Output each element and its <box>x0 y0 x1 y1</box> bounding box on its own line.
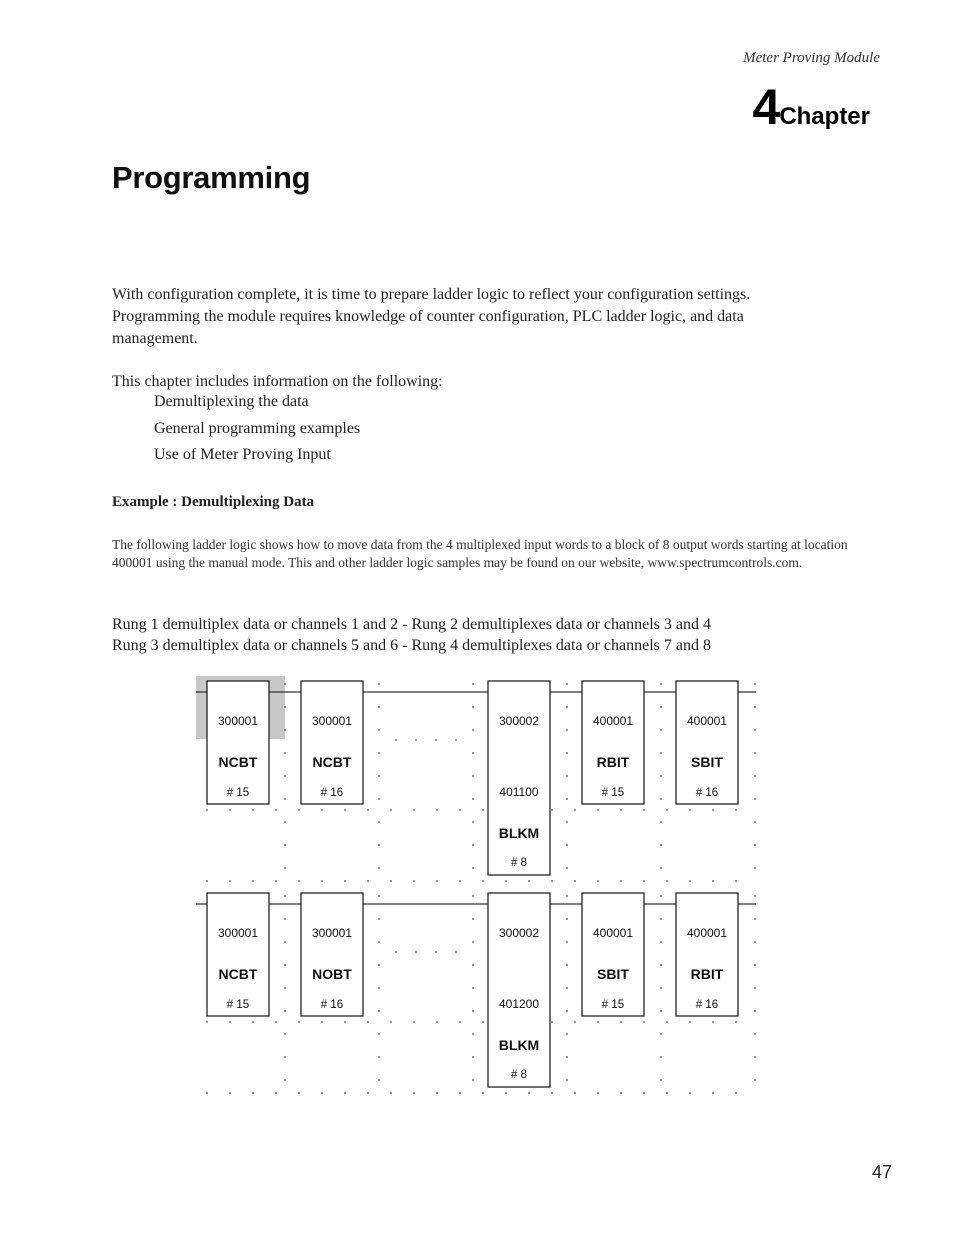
element-count: # 15 <box>226 787 250 799</box>
grid-dot <box>660 941 662 943</box>
grid-dot <box>754 821 756 823</box>
grid-dot <box>620 1021 622 1023</box>
grid-dot <box>660 683 662 685</box>
element-count: # 16 <box>320 787 344 799</box>
grid-dot <box>298 809 300 811</box>
grid-dot <box>660 867 662 869</box>
grid-dot <box>754 706 756 708</box>
grid-dot <box>712 809 714 811</box>
grid-dot <box>229 1021 231 1023</box>
element-register: 300002 <box>498 714 540 728</box>
rung-note-line: Rung 1 demultiplex data or channels 1 and 2 - Rung 2 demultiplexes data or channels 3 and 4 <box>112 616 711 633</box>
element-instruction: BLKM <box>498 825 540 841</box>
grid-dot <box>284 729 286 731</box>
grid-dot <box>643 809 645 811</box>
grid-dot <box>472 918 474 920</box>
grid-dot <box>415 739 417 741</box>
grid-dot <box>660 895 662 897</box>
bit-element <box>301 893 363 1016</box>
grid-dot <box>566 683 568 685</box>
grid-dot <box>298 880 300 882</box>
element-register: 400001 <box>686 926 728 940</box>
grid-dot <box>551 1021 553 1023</box>
grid-dot <box>574 880 576 882</box>
grid-dot <box>284 821 286 823</box>
grid-dot <box>566 918 568 920</box>
grid-dot <box>275 1092 277 1094</box>
grid-dot <box>472 729 474 731</box>
element-register: 400001 <box>686 714 728 728</box>
grid-dot <box>660 775 662 777</box>
grid-dot <box>298 1092 300 1094</box>
grid-dot <box>284 706 286 708</box>
element-register: 400001 <box>592 714 634 728</box>
grid-dot <box>229 880 231 882</box>
grid-dot <box>689 1021 691 1023</box>
grid-dot <box>754 895 756 897</box>
grid-dot <box>378 1079 380 1081</box>
grid-dot <box>284 867 286 869</box>
grid-dot <box>574 1092 576 1094</box>
grid-dot <box>390 809 392 811</box>
grid-dot <box>712 880 714 882</box>
grid-dot <box>284 895 286 897</box>
grid-dot <box>472 1010 474 1012</box>
grid-dot <box>482 1092 484 1094</box>
element-instruction: NCBT <box>218 754 258 770</box>
grid-dot <box>390 880 392 882</box>
grid-dot <box>472 987 474 989</box>
grid-dot <box>378 752 380 754</box>
block-move-element <box>488 681 550 875</box>
grid-dot <box>574 809 576 811</box>
grid-dot <box>754 775 756 777</box>
grid-dot <box>754 1056 756 1058</box>
grid-dot <box>754 798 756 800</box>
element-instruction: SBIT <box>597 966 629 982</box>
grid-dot <box>367 1092 369 1094</box>
grid-dot <box>378 775 380 777</box>
grid-dot <box>472 683 474 685</box>
grid-dot <box>689 880 691 882</box>
grid-dot <box>566 987 568 989</box>
grid-dot <box>413 1021 415 1023</box>
grid-dot <box>284 987 286 989</box>
grid-dot <box>321 809 323 811</box>
grid-dot <box>735 880 737 882</box>
grid-dot <box>459 1092 461 1094</box>
element-instruction: BLKM <box>498 1037 540 1053</box>
grid-dot <box>505 1092 507 1094</box>
example-heading: Example : Demultiplexing Data <box>112 494 315 510</box>
grid-dot <box>367 809 369 811</box>
ladder-logic-diagram <box>190 670 760 1100</box>
grid-dot <box>415 951 417 953</box>
grid-dot <box>472 941 474 943</box>
topic-list-lead: This chapter includes information on the following: <box>112 373 443 390</box>
grid-dot <box>413 880 415 882</box>
grid-dot <box>472 867 474 869</box>
block-move-element <box>488 893 550 1087</box>
chapter-number: 4 <box>752 79 780 135</box>
grid-dot <box>712 1021 714 1023</box>
grid-dot <box>395 739 397 741</box>
grid-dot <box>321 1092 323 1094</box>
running-header: Meter Proving Module <box>743 50 880 66</box>
grid-dot <box>284 1056 286 1058</box>
grid-dot <box>378 844 380 846</box>
grid-dot <box>566 1079 568 1081</box>
bit-element <box>582 893 644 1016</box>
page-title: Programming <box>112 160 311 195</box>
grid-dot <box>660 1056 662 1058</box>
grid-dot <box>284 918 286 920</box>
element-instruction: NCBT <box>218 966 258 982</box>
grid-dot <box>566 844 568 846</box>
grid-dot <box>643 1021 645 1023</box>
grid-dot <box>435 739 437 741</box>
grid-dot <box>275 880 277 882</box>
grid-dot <box>378 729 380 731</box>
grid-dot <box>472 895 474 897</box>
grid-dot <box>551 1092 553 1094</box>
bit-element <box>676 681 738 804</box>
element-instruction: NOBT <box>312 966 352 982</box>
grid-dot <box>660 729 662 731</box>
grid-dot <box>754 1033 756 1035</box>
topic-item: General programming examples <box>154 420 361 437</box>
grid-dot <box>472 1033 474 1035</box>
grid-dot <box>455 739 457 741</box>
grid-dot <box>252 1021 254 1023</box>
grid-dot <box>252 809 254 811</box>
element-count: # 16 <box>320 999 344 1011</box>
grid-dot <box>378 821 380 823</box>
chapter-mark <box>753 78 871 136</box>
grid-dot <box>390 1021 392 1023</box>
grid-dot <box>436 1021 438 1023</box>
bit-element <box>582 681 644 804</box>
grid-dot <box>472 752 474 754</box>
bit-element <box>207 893 269 1016</box>
grid-dot <box>620 1092 622 1094</box>
grid-dot <box>566 729 568 731</box>
grid-dot <box>344 1092 346 1094</box>
grid-dot <box>378 798 380 800</box>
grid-dot <box>735 1021 737 1023</box>
grid-dot <box>666 1021 668 1023</box>
element-count: # 15 <box>601 999 625 1011</box>
topic-item: Demultiplexing the data <box>154 393 309 410</box>
grid-dot <box>754 1010 756 1012</box>
grid-dot <box>455 951 457 953</box>
element-register: 400001 <box>592 926 634 940</box>
grid-dot <box>472 844 474 846</box>
grid-dot <box>378 1056 380 1058</box>
grid-dot <box>660 821 662 823</box>
element-register: 401100 <box>499 785 539 799</box>
grid-dot <box>378 941 380 943</box>
grid-dot <box>321 880 323 882</box>
grid-dot <box>597 809 599 811</box>
grid-dot <box>378 895 380 897</box>
grid-dot <box>754 987 756 989</box>
grid-dot <box>378 683 380 685</box>
grid-dot <box>660 798 662 800</box>
grid-dot <box>284 752 286 754</box>
grid-dot <box>378 1010 380 1012</box>
bit-element <box>676 893 738 1016</box>
topic-item: Use of Meter Proving Input <box>154 446 331 463</box>
grid-dot <box>472 964 474 966</box>
grid-dot <box>551 809 553 811</box>
grid-dot <box>284 941 286 943</box>
grid-dot <box>436 880 438 882</box>
grid-dot <box>754 867 756 869</box>
grid-dot <box>284 964 286 966</box>
grid-dot <box>298 1021 300 1023</box>
grid-dot <box>459 809 461 811</box>
rung-note-line: Rung 3 demultiplex data or channels 5 and 6 - Rung 4 demultiplexes data or channels 7 and 8 <box>112 637 711 654</box>
grid-dot <box>321 1021 323 1023</box>
element-count: # 15 <box>601 787 625 799</box>
grid-dot <box>378 964 380 966</box>
grid-dot <box>551 880 553 882</box>
element-register: 401200 <box>498 997 540 1011</box>
intro-paragraph: With configuration complete, it is time to prepare ladder logic to reflect your configuration settings. Programming the module requires knowledge of counter configuration, PLC ladder logic, and data management. <box>112 286 751 347</box>
grid-dot <box>566 1033 568 1035</box>
element-register: 300001 <box>311 714 353 728</box>
grid-dot <box>472 775 474 777</box>
grid-dot <box>206 1021 208 1023</box>
bit-element <box>207 681 269 804</box>
grid-dot <box>252 880 254 882</box>
grid-dot <box>229 809 231 811</box>
grid-dot <box>660 1033 662 1035</box>
element-register: 300002 <box>498 926 540 940</box>
element-instruction: NCBT <box>312 754 352 770</box>
grid-dot <box>229 1092 231 1094</box>
grid-dot <box>284 844 286 846</box>
grid-dot <box>597 1092 599 1094</box>
grid-dot <box>754 1079 756 1081</box>
element-count: # 16 <box>695 999 719 1011</box>
element-instruction: RBIT <box>690 966 724 982</box>
grid-dot <box>643 880 645 882</box>
grid-dot <box>666 809 668 811</box>
grid-dot <box>660 752 662 754</box>
grid-dot <box>459 880 461 882</box>
grid-dot <box>712 1092 714 1094</box>
element-count: # 8 <box>511 857 527 869</box>
grid-dot <box>459 1021 461 1023</box>
grid-dot <box>754 844 756 846</box>
grid-dot <box>206 1092 208 1094</box>
element-instruction: RBIT <box>596 754 630 770</box>
grid-dot <box>472 798 474 800</box>
grid-dot <box>482 1021 484 1023</box>
grid-dot <box>367 880 369 882</box>
grid-dot <box>344 1021 346 1023</box>
grid-dot <box>566 895 568 897</box>
grid-dot <box>566 867 568 869</box>
grid-dot <box>482 809 484 811</box>
grid-dot <box>472 1056 474 1058</box>
element-register: 300001 <box>217 926 259 940</box>
grid-dot <box>436 1092 438 1094</box>
grid-dot <box>413 809 415 811</box>
grid-dot <box>735 1092 737 1094</box>
grid-dot <box>754 683 756 685</box>
grid-dot <box>566 1056 568 1058</box>
grid-dot <box>436 809 438 811</box>
grid-dot <box>435 951 437 953</box>
grid-dot <box>378 867 380 869</box>
grid-dot <box>620 880 622 882</box>
element-instruction: SBIT <box>691 754 723 770</box>
grid-dot <box>566 1010 568 1012</box>
grid-dot <box>566 964 568 966</box>
grid-dot <box>284 1033 286 1035</box>
grid-dot <box>275 1021 277 1023</box>
rung-note <box>112 614 711 656</box>
grid-dot <box>660 918 662 920</box>
grid-dot <box>413 1092 415 1094</box>
page-number: 47 <box>871 1162 892 1182</box>
grid-dot <box>574 1021 576 1023</box>
grid-dot <box>206 809 208 811</box>
grid-dot <box>472 1079 474 1081</box>
grid-dot <box>566 821 568 823</box>
grid-dot <box>395 951 397 953</box>
element-count: # 15 <box>226 999 250 1011</box>
grid-dot <box>566 798 568 800</box>
grid-dot <box>284 1010 286 1012</box>
grid-dot <box>597 1021 599 1023</box>
grid-dot <box>275 809 277 811</box>
grid-dot <box>378 918 380 920</box>
grid-dot <box>689 1092 691 1094</box>
grid-dot <box>472 821 474 823</box>
element-register: 300001 <box>311 926 353 940</box>
grid-dot <box>620 809 622 811</box>
grid-dot <box>344 809 346 811</box>
grid-dot <box>735 809 737 811</box>
grid-dot <box>528 880 530 882</box>
grid-dot <box>284 798 286 800</box>
grid-dot <box>367 1021 369 1023</box>
grid-dot <box>754 918 756 920</box>
example-description: The following ladder logic shows how to move data from the 4 multiplexed input words to a block of 8 output words starting at location 400001 using the manual mode. This and other ladder logic samples may be found on our website, www.spectrumcontrols.com. <box>112 537 848 570</box>
grid-dot <box>284 775 286 777</box>
element-register: 300001 <box>217 714 259 728</box>
grid-dot <box>660 1010 662 1012</box>
grid-dot <box>666 1092 668 1094</box>
grid-dot <box>754 941 756 943</box>
grid-dot <box>472 706 474 708</box>
grid-dot <box>252 1092 254 1094</box>
element-count: # 8 <box>511 1069 527 1081</box>
chapter-word: Chapter <box>779 103 870 130</box>
grid-dot <box>390 1092 392 1094</box>
grid-dot <box>597 880 599 882</box>
grid-dot <box>528 1092 530 1094</box>
grid-dot <box>482 880 484 882</box>
grid-dot <box>378 987 380 989</box>
grid-dot <box>284 683 286 685</box>
grid-dot <box>754 752 756 754</box>
grid-dot <box>378 706 380 708</box>
grid-dot <box>566 706 568 708</box>
grid-dot <box>378 1033 380 1035</box>
grid-dot <box>754 964 756 966</box>
bit-element <box>301 681 363 804</box>
grid-dot <box>206 880 208 882</box>
grid-dot <box>660 844 662 846</box>
grid-dot <box>754 729 756 731</box>
grid-dot <box>660 964 662 966</box>
grid-dot <box>689 809 691 811</box>
grid-dot <box>643 1092 645 1094</box>
grid-dot <box>566 752 568 754</box>
grid-dot <box>505 880 507 882</box>
grid-dot <box>566 775 568 777</box>
grid-dot <box>566 941 568 943</box>
grid-dot <box>344 880 346 882</box>
grid-dot <box>660 706 662 708</box>
grid-dot <box>284 1079 286 1081</box>
element-count: # 16 <box>695 787 719 799</box>
grid-dot <box>660 987 662 989</box>
grid-dot <box>666 880 668 882</box>
grid-dot <box>660 1079 662 1081</box>
